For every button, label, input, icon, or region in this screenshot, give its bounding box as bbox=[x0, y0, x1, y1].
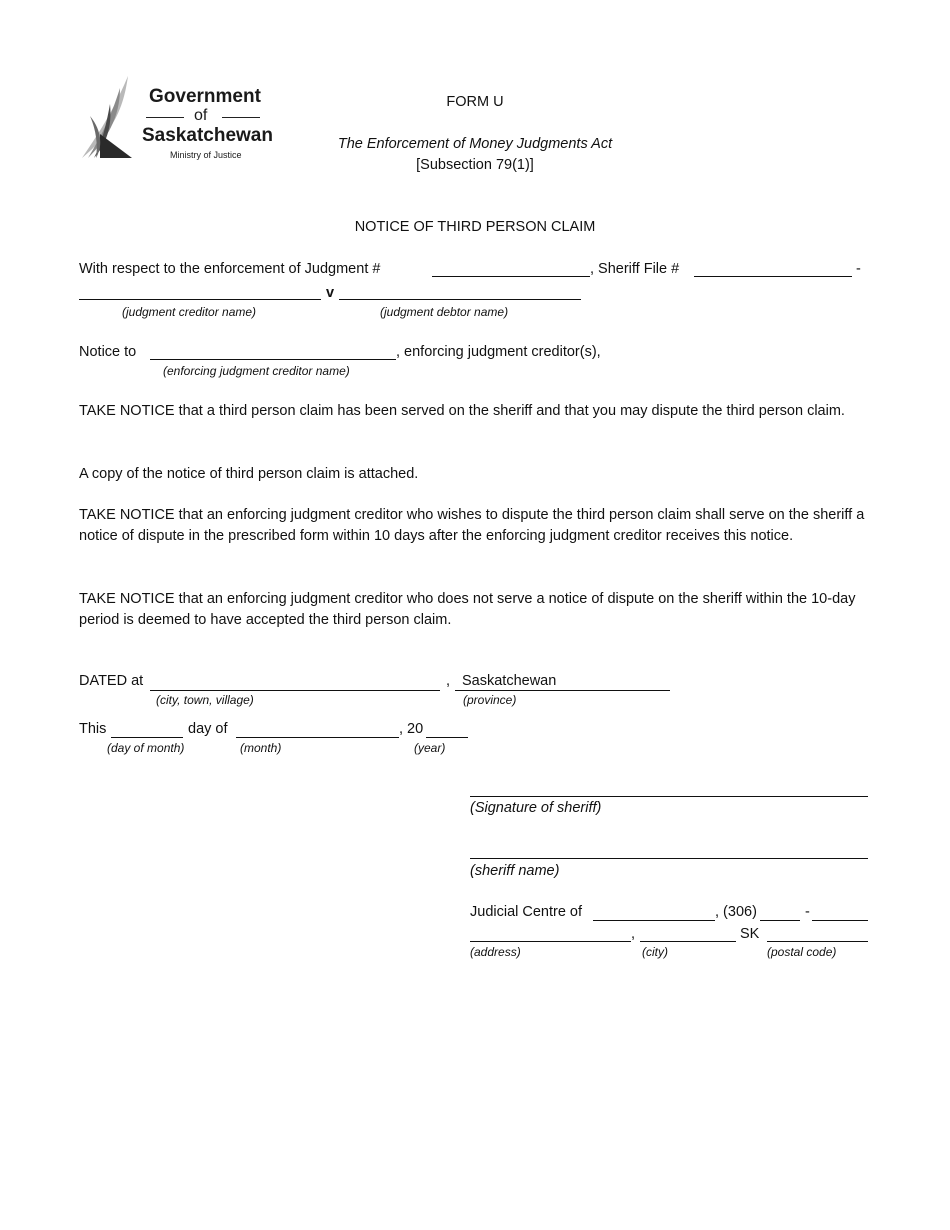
this-label: This bbox=[79, 721, 107, 737]
dated-comma: , bbox=[446, 673, 451, 689]
judicial-centre-field[interactable] bbox=[593, 920, 715, 921]
sheriff-file-label: , Sheriff File # bbox=[590, 261, 680, 277]
judgment-prefix: With respect to the enforcement of Judgment # bbox=[79, 261, 381, 277]
paragraph-take-notice-served: TAKE NOTICE that a third person claim has been served on the sheriff and that you may dispute the third person claim. bbox=[79, 403, 845, 419]
paragraph-copy-attached: A copy of the notice of third person claim is attached. bbox=[79, 466, 419, 482]
phone-number-field[interactable] bbox=[812, 920, 868, 921]
debtor-hint: (judgment debtor name) bbox=[380, 305, 509, 319]
judgment-debtor-field[interactable] bbox=[339, 299, 581, 300]
day-hint: (day of month) bbox=[107, 741, 185, 755]
month-hint: (month) bbox=[240, 741, 282, 755]
province-field[interactable] bbox=[455, 690, 670, 691]
logo-rule-left bbox=[146, 117, 184, 118]
sheriff-name-field[interactable] bbox=[470, 858, 868, 859]
form-label: FORM U bbox=[446, 94, 504, 110]
sheriff-signature-field[interactable] bbox=[470, 796, 868, 797]
creditor-hint: (judgment creditor name) bbox=[122, 305, 257, 319]
act-title: The Enforcement of Money Judgments Act bbox=[337, 136, 613, 152]
logo-ministry: Ministry of Justice bbox=[170, 150, 242, 160]
dated-place-field[interactable] bbox=[150, 690, 440, 691]
phone-dash: - bbox=[805, 904, 810, 920]
day-field[interactable] bbox=[111, 737, 183, 738]
subsection: [Subsection 79(1)] bbox=[416, 157, 534, 173]
day-of-label: day of bbox=[188, 721, 228, 737]
notice-title: NOTICE OF THIRD PERSON CLAIM bbox=[354, 219, 596, 235]
address-hint: (address) bbox=[470, 945, 521, 959]
province-sk: SK bbox=[740, 926, 760, 942]
year-hint: (year) bbox=[414, 741, 446, 755]
judgment-creditor-field[interactable] bbox=[79, 299, 321, 300]
file-dash: - bbox=[856, 261, 861, 277]
month-field[interactable] bbox=[236, 737, 399, 738]
dated-at-label: DATED at bbox=[79, 673, 144, 689]
postal-code-field[interactable] bbox=[767, 941, 868, 942]
city-field[interactable] bbox=[640, 941, 736, 942]
sheriff-signature-label: (Signature of sheriff) bbox=[470, 800, 602, 816]
address-comma: , bbox=[631, 926, 636, 942]
sheriff-file-field[interactable] bbox=[694, 276, 852, 277]
logo-saskatchewan: Saskatchewan bbox=[142, 125, 273, 146]
versus-label: v bbox=[326, 285, 335, 301]
judgment-number-field[interactable] bbox=[432, 276, 590, 277]
address-field[interactable] bbox=[470, 941, 631, 942]
phone-area-field[interactable] bbox=[760, 920, 800, 921]
logo-of: of bbox=[194, 107, 208, 124]
city-hint: (city) bbox=[642, 945, 668, 959]
logo-government: Government bbox=[149, 86, 261, 107]
logo-rule-right bbox=[222, 117, 260, 118]
sheriff-name-label: (sheriff name) bbox=[470, 863, 560, 879]
enforcing-creditor-hint: (enforcing judgment creditor name) bbox=[163, 364, 350, 378]
province-hint: (province) bbox=[463, 693, 517, 707]
year-prefix: , 20 bbox=[399, 721, 424, 737]
paragraph-dispute-procedure: TAKE NOTICE that an enforcing judgment creditor who wishes to dispute the third person claim shall serve on the sheriff a notice of dispute in the prescribed form within 10 days after the enforcing judgment creditor receives this notice. bbox=[79, 507, 865, 544]
judicial-centre-label: Judicial Centre of bbox=[470, 904, 583, 920]
paragraph-deemed-accepted: TAKE NOTICE that an enforcing judgment creditor who does not serve a notice of dispute on the sheriff within the 10-day period is deemed to have accepted the third person claim. bbox=[79, 591, 856, 628]
postal-hint: (postal code) bbox=[767, 945, 837, 959]
wheat-emblem-icon bbox=[80, 74, 136, 160]
phone-prefix: , (306) bbox=[715, 904, 757, 920]
notice-to-label: Notice to bbox=[79, 344, 137, 360]
place-hint: (city, town, village) bbox=[156, 693, 254, 707]
year-field[interactable] bbox=[426, 737, 468, 738]
enforcing-creditor-field[interactable] bbox=[150, 359, 396, 360]
province-value: Saskatchewan bbox=[462, 673, 557, 689]
notice-to-suffix: , enforcing judgment creditor(s), bbox=[396, 344, 601, 360]
